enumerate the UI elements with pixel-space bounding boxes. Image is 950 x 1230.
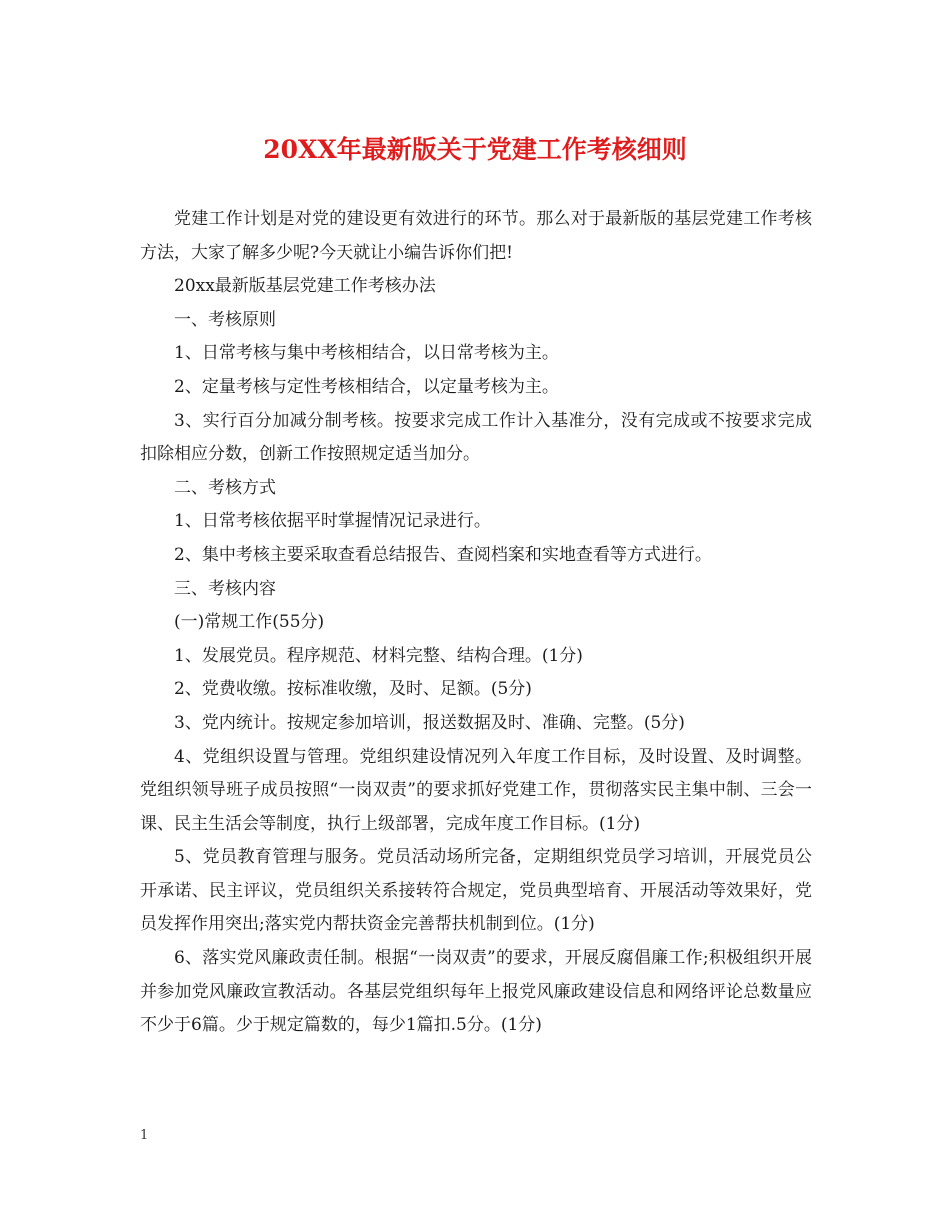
- section-heading-principles: 一、考核原则: [174, 309, 276, 330]
- paragraph-intro: 党建工作计划是对党的建设更有效进行的环节。那么对于最新版的基层党建工作考核方法，大家了解多少呢?今天就让小编告诉你们把!: [140, 209, 812, 263]
- paragraph-item: 4、党组织设置与管理。党组织建设情况列入年度工作目标，及时设置、及时调整。党组织领导班子成员按照“一岗双责”的要求抓好党建工作，贯彻落实民主集中制、三会一课、民主生活会等制度，执行上级部署，完成年度工作目标。(1分): [140, 746, 812, 834]
- paragraph-item: 2、定量考核与定性考核相结合，以定量考核为主。: [174, 376, 559, 397]
- paragraph-item: 6、落实党风廉政责任制。根据“一岗双责”的要求，开展反腐倡廉工作;积极组织开展并参加党风廉政宣教活动。各基层党组织每年上报党风廉政建设信息和网络评论总数量应不少于6篇。少于规定篇数的，每少1篇扣.5分。(1分): [140, 948, 812, 1036]
- paragraph-item: 3、党内统计。按规定参加培训，报送数据及时、准确、完整。(5分): [174, 712, 685, 733]
- paragraph-item: 3、实行百分加减分制考核。按要求完成工作计入基准分，没有完成或不按要求完成扣除相应分数，创新工作按照规定适当加分。: [140, 410, 812, 465]
- section-heading-content: 三、考核内容: [174, 578, 276, 599]
- section-heading-methods: 二、考核方式: [174, 477, 276, 498]
- subsection-heading-routine: (一)常规工作(55分): [174, 612, 325, 633]
- paragraph-item: 1、日常考核与集中考核相结合，以日常考核为主。: [174, 343, 559, 364]
- paragraph-item: 1、发展党员。程序规范、材料完整、结构合理。(1分): [174, 645, 583, 666]
- page-number: 1: [140, 1128, 149, 1143]
- document-title: 20XX年最新版关于党建工作考核细则: [263, 135, 687, 164]
- paragraph-item: 1、日常考核依据平时掌握情况记录进行。: [174, 511, 491, 532]
- paragraph-item: 5、党员教育管理与服务。党员活动场所完备，定期组织党员学习培训，开展党员公开承诺、民主评议，党员组织关系接转符合规定，党员典型培育、开展活动等效果好，党员发挥作用突出;落实党内帮扶资金完善帮扶机制到位。(1分): [140, 847, 812, 935]
- paragraph-item: 2、集中考核主要采取查看总结报告、查阅档案和实地查看等方式进行。: [174, 544, 712, 565]
- paragraph-heading-method: 20xx最新版基层党建工作考核办法: [174, 276, 436, 297]
- document-body: [140, 203, 812, 1043]
- paragraph-item: 2、党费收缴。按标准收缴，及时、足额。(5分): [174, 679, 532, 700]
